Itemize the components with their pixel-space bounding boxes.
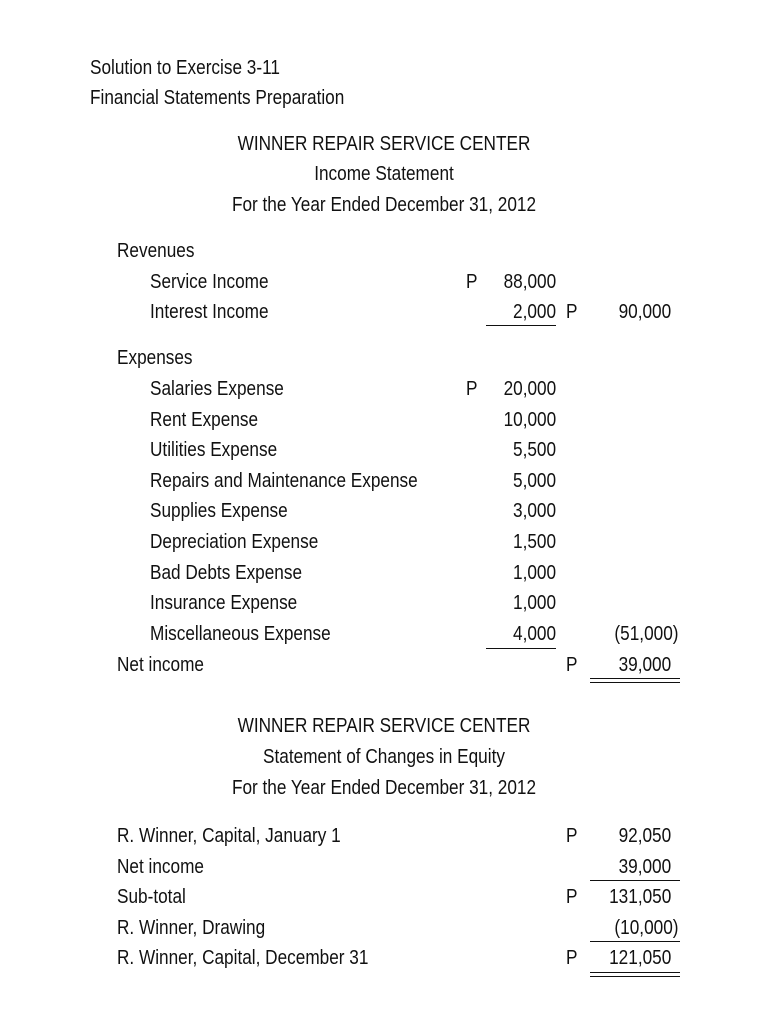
expense-amount: 1,000 — [512, 592, 556, 614]
equity-row-prefix: P — [566, 886, 578, 908]
is-company-name: WINNER REPAIR SERVICE CENTER — [237, 133, 531, 155]
expense-label: Miscellaneous Expense — [150, 623, 331, 645]
expense-amount: 5,000 — [512, 470, 556, 492]
expense-label: Insurance Expense — [150, 592, 298, 614]
net-income-prefix: P — [566, 654, 578, 676]
expenses-total: (51,000) — [613, 623, 678, 645]
ending-capital-double-rule — [590, 972, 680, 977]
sce-title: Statement of Changes in Equity — [263, 746, 505, 768]
exercise-subtitle: Financial Statements Preparation — [90, 87, 345, 109]
expense-label: Supplies Expense — [150, 500, 288, 522]
expenses-rule — [486, 648, 556, 649]
exercise-title: Solution to Exercise 3-11 — [90, 57, 280, 79]
expenses-label: Expenses — [117, 347, 193, 369]
expense-amount: 10,000 — [503, 409, 556, 431]
equity-row-amount: 92,050 — [618, 825, 671, 847]
net-income-double-rule — [590, 678, 680, 683]
revenue-amount: 2,000 — [512, 301, 556, 323]
expense-label: Repairs and Maintenance Expense — [150, 470, 418, 492]
revenue-total-prefix: P — [566, 301, 578, 323]
subtotal-rule — [486, 325, 556, 326]
equity-row-prefix: P — [566, 825, 578, 847]
revenue-label: Service Income — [150, 271, 269, 293]
equity-drawing-rule — [590, 941, 680, 942]
sce-period: For the Year Ended December 31, 2012 — [231, 777, 537, 799]
expense-label: Rent Expense — [150, 409, 259, 431]
net-income-amount: 39,000 — [618, 654, 671, 676]
equity-row-amount: 121,050 — [608, 947, 671, 969]
revenue-total: 90,000 — [618, 301, 671, 323]
equity-row-amount: (10,000) — [613, 917, 678, 939]
expense-prefix: P — [466, 378, 478, 400]
expense-label: Salaries Expense — [150, 378, 284, 400]
equity-row-amount: 131,050 — [608, 886, 671, 908]
revenue-label: Interest Income — [150, 301, 269, 323]
net-income-label: Net income — [117, 654, 204, 676]
expense-amount: 4,000 — [512, 623, 556, 645]
equity-row-label: Net income — [117, 856, 204, 878]
equity-row-prefix: P — [566, 947, 578, 969]
expense-amount: 1,000 — [512, 562, 556, 584]
revenues-label: Revenues — [117, 240, 195, 262]
expense-amount: 3,000 — [512, 500, 556, 522]
equity-row-label: Sub-total — [117, 886, 186, 908]
is-title: Income Statement — [314, 163, 454, 185]
revenue-amount: 88,000 — [503, 271, 556, 293]
expense-label: Utilities Expense — [150, 439, 278, 461]
expense-label: Bad Debts Expense — [150, 562, 303, 584]
is-period: For the Year Ended December 31, 2012 — [231, 194, 537, 216]
equity-row-label: R. Winner, Capital, December 31 — [117, 947, 369, 969]
expense-amount: 1,500 — [512, 531, 556, 553]
equity-subtotal-rule — [590, 880, 680, 881]
expense-amount: 5,500 — [512, 439, 556, 461]
equity-row-amount: 39,000 — [618, 856, 671, 878]
equity-row-label: R. Winner, Capital, January 1 — [117, 825, 341, 847]
expense-amount: 20,000 — [503, 378, 556, 400]
equity-row-label: R. Winner, Drawing — [117, 917, 266, 939]
expense-label: Depreciation Expense — [150, 531, 319, 553]
revenue-prefix: P — [466, 271, 478, 293]
sce-company-name: WINNER REPAIR SERVICE CENTER — [237, 715, 531, 737]
